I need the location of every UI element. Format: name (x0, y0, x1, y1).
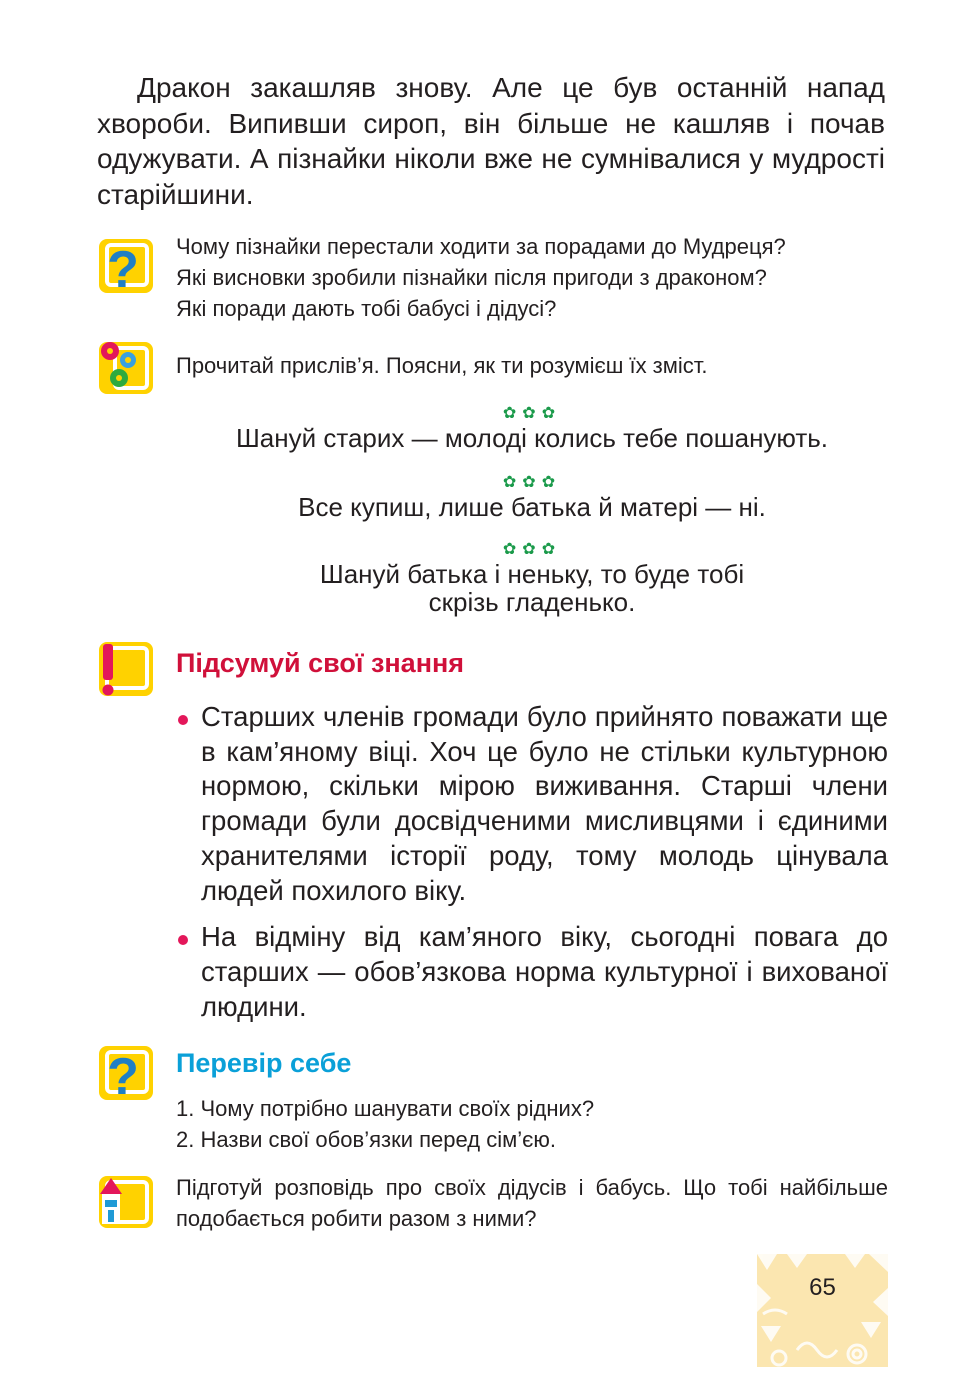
summary-title: Підсумуй свої знання (176, 648, 465, 678)
proverb-block (97, 473, 964, 521)
ornament-icon: ✿✿✿ (502, 541, 562, 558)
bullet-icon (178, 935, 188, 945)
list-item (176, 1093, 594, 1124)
question-line: Які висновки зробили пізнайки після пригоди з драконом? (176, 265, 767, 290)
proverb-block (97, 404, 964, 452)
questions-block (176, 231, 888, 324)
question-line: Які поради дають тобі бабусі і дідусі? (176, 296, 557, 321)
check-list (176, 1093, 594, 1155)
proverb-text: Все купиш, лише батька й матері — ні. (298, 492, 766, 522)
check-title: Перевір себе (176, 1048, 352, 1078)
proverb-text: скрізь гладенько. (428, 587, 636, 617)
svg-text:?: ? (107, 241, 139, 295)
house-icon (97, 1172, 155, 1230)
ornament-pattern (757, 1254, 888, 1367)
list-item (176, 1124, 594, 1155)
home-task: Підготуй розповідь про своїх дідусів і бабусь. Що тобі найбільше подобається робити разом з ними? (176, 1175, 888, 1231)
list-item-number: 2. (176, 1127, 195, 1152)
intro-paragraph (97, 70, 885, 212)
page-number-badge (757, 1254, 888, 1367)
question-line: Чому пізнайки перестали ходити за порадами до Мудреця? (176, 234, 786, 259)
bullet-icon (178, 715, 188, 725)
list-item (176, 700, 888, 908)
ornament-icon: ✿✿✿ (502, 405, 562, 422)
question-icon (97, 237, 155, 295)
flowers-icon (97, 338, 155, 396)
svg-text:?: ? (107, 1048, 139, 1102)
intro-text: Дракон закашляв знову. Але це був останній напад хвороби. Випивши сироп, він більше не кашляв і почав одужувати. А пізнайки ніколи вже не сумнівалися у мудрості старійшини. (97, 72, 885, 210)
proverb-text: Шануй старих — молоді колись тебе пошанують. (235, 423, 829, 453)
list-item-text: Чому потрібно шанувати своїх рідних? (200, 1096, 595, 1121)
proverb-text: Шануй батька і неньку, то буде тобі (319, 559, 745, 589)
ornament-icon: ✿✿✿ (502, 474, 562, 491)
proverb-block (97, 540, 964, 616)
list-item-text: Старших членів громади було прийнято поважати ще в кам’яному віці. Хоч це було не стільки культурною нормою, скільки мірою виживання. Старші члени громади були досвідченими мисливцями і єдиними хранителями історії роду, тому молодь цінувала людей похилого віку. (201, 701, 888, 906)
list-item-text: Назви свої обов’язки перед сім’єю. (200, 1127, 556, 1152)
question-icon (97, 1044, 155, 1102)
page-number: 65 (809, 1274, 836, 1301)
exclamation-icon (97, 640, 155, 698)
list-item (176, 920, 888, 1024)
proverbs-instruction: Прочитай прислів’я. Поясни, як ти розумієш їх зміст. (176, 353, 708, 378)
summary-list (176, 700, 888, 1036)
list-item-number: 1. (176, 1096, 195, 1121)
list-item-text: На відміну від кам’яного віку, сьогодні повага до старших — обов’язкова норма культурної і вихованої людини. (201, 921, 888, 1022)
